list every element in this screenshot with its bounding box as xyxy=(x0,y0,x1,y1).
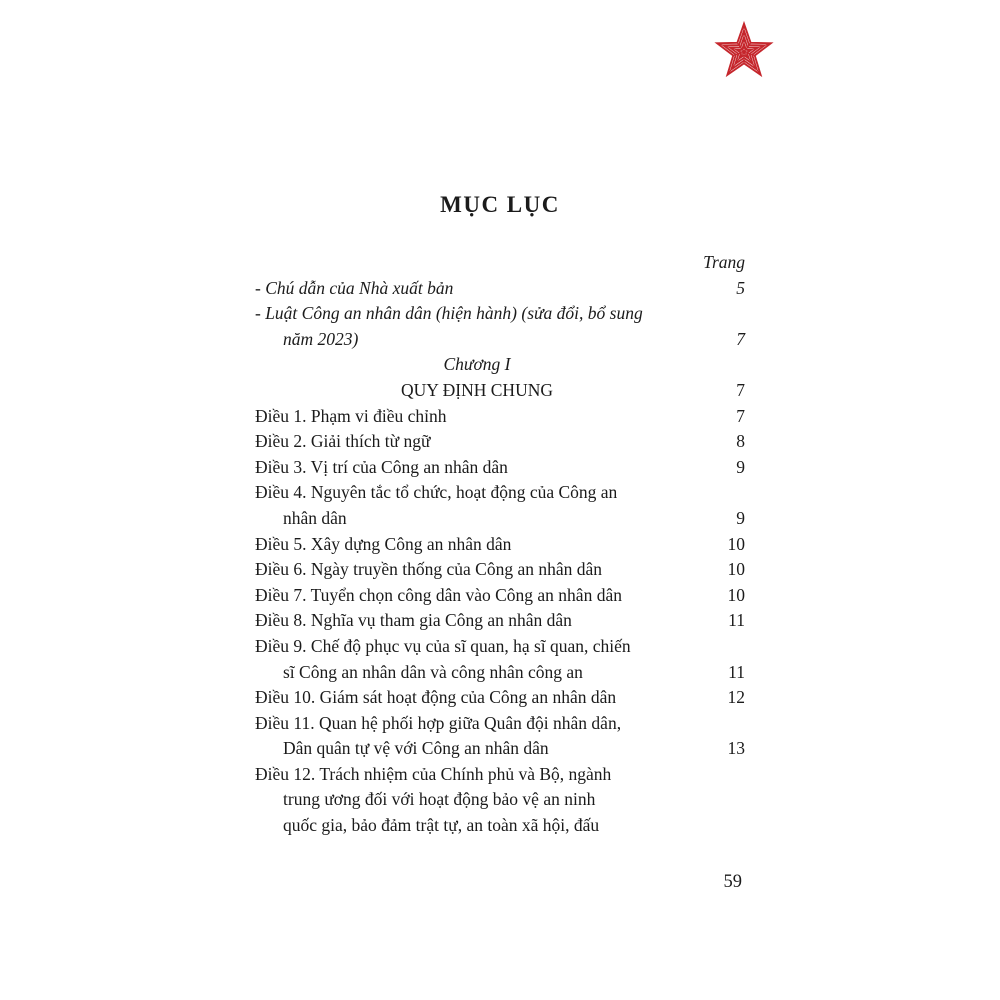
toc-entry-text xyxy=(255,378,699,404)
toc-entry-text xyxy=(255,404,699,430)
toc-entry xyxy=(255,634,745,685)
toc-entry xyxy=(255,301,745,352)
toc-page-number: 10 xyxy=(727,559,745,580)
toc-line: Điều 6. Ngày truyền thống của Công an nhân dân xyxy=(255,559,603,580)
toc-entry-text xyxy=(255,455,699,481)
toc-entry-text xyxy=(255,429,699,455)
toc-entry-text xyxy=(255,480,699,531)
toc-line: Điều 7. Tuyển chọn công dân vào Công an nhân dân xyxy=(255,584,622,605)
toc-entry xyxy=(255,276,745,302)
toc-entry-text xyxy=(255,634,699,685)
toc-page-number: 5 xyxy=(736,277,745,298)
toc-page-number: 7 xyxy=(736,379,745,400)
toc-entry-text xyxy=(255,301,699,352)
toc-entry xyxy=(255,429,745,455)
toc-page-number: 12 xyxy=(727,687,745,708)
toc-entry xyxy=(255,352,745,378)
toc-entry-text xyxy=(255,583,699,609)
toc-page-number: 11 xyxy=(728,661,745,682)
toc-line: - Chú dẫn của Nhà xuất bản xyxy=(255,277,454,298)
toc-page-number: 9 xyxy=(736,456,745,477)
toc-entries xyxy=(255,276,745,839)
page-column-header: Trang xyxy=(703,252,745,272)
publisher-star-icon xyxy=(712,20,776,84)
toc-entry xyxy=(255,532,745,558)
page-title: MỤC LỤC xyxy=(440,192,560,217)
toc-entry xyxy=(255,557,745,583)
toc-line: Chương I xyxy=(443,354,511,375)
toc-line: Điều 2. Giải thích từ ngữ xyxy=(255,431,431,452)
folio-page-number: 59 xyxy=(723,872,742,892)
toc-line: Điều 3. Vị trí của Công an nhân dân xyxy=(255,456,508,477)
toc-line: Điều 11. Quan hệ phối hợp giữa Quân đội nhân dân, xyxy=(255,712,622,733)
toc-entry-text xyxy=(255,711,699,762)
toc-content xyxy=(255,190,745,839)
toc-line: sĩ Công an nhân dân và công nhân công an xyxy=(283,661,583,682)
toc-entry-text xyxy=(255,352,699,378)
toc-entry xyxy=(255,404,745,430)
toc-entry xyxy=(255,378,745,404)
toc-line: Điều 4. Nguyên tắc tổ chức, hoạt động của Công an xyxy=(255,482,618,503)
toc-line: trung ương đối với hoạt động bảo vệ an ninh xyxy=(283,789,596,810)
toc-entry-text xyxy=(255,557,699,583)
toc-line: Điều 12. Trách nhiệm của Chính phủ và Bộ, ngành xyxy=(255,763,612,784)
toc-entry-text xyxy=(255,608,699,634)
toc-page-number: 13 xyxy=(727,738,745,759)
toc-entry xyxy=(255,608,745,634)
toc-entry-text xyxy=(255,762,699,839)
toc-line: quốc gia, bảo đảm trật tự, an toàn xã hội, đấu xyxy=(283,815,600,836)
toc-line: Điều 8. Nghĩa vụ tham gia Công an nhân dân xyxy=(255,610,572,631)
toc-page-number: 10 xyxy=(727,584,745,605)
toc-line: Điều 10. Giám sát hoạt động của Công an nhân dân xyxy=(255,687,617,708)
toc-entry xyxy=(255,685,745,711)
toc-line: Điều 5. Xây dựng Công an nhân dân xyxy=(255,533,512,554)
toc-entry-text xyxy=(255,276,699,302)
toc-page-number: 10 xyxy=(727,533,745,554)
toc-entry xyxy=(255,480,745,531)
toc-line: năm 2023) xyxy=(283,328,359,349)
toc-line: nhân dân xyxy=(283,507,347,528)
toc-page-number: 7 xyxy=(736,405,745,426)
toc-entry-text xyxy=(255,685,699,711)
toc-line: Điều 9. Chế độ phục vụ của sĩ quan, hạ sĩ quan, chiến xyxy=(255,635,631,656)
toc-page-number: 8 xyxy=(736,431,745,452)
toc-entry xyxy=(255,762,745,839)
toc-line: QUY ĐỊNH CHUNG xyxy=(401,379,553,400)
toc-line: Dân quân tự vệ với Công an nhân dân xyxy=(283,738,549,759)
toc-entry-text xyxy=(255,532,699,558)
toc-page-number: 11 xyxy=(728,610,745,631)
toc-line: - Luật Công an nhân dân (hiện hành) (sửa đổi, bổ sung xyxy=(255,303,643,324)
toc-page-number: 9 xyxy=(736,507,745,528)
toc-entry xyxy=(255,711,745,762)
toc-entry xyxy=(255,455,745,481)
toc-page-number: 7 xyxy=(736,328,745,349)
toc-entry xyxy=(255,583,745,609)
toc-line: Điều 1. Phạm vi điều chỉnh xyxy=(255,405,447,426)
